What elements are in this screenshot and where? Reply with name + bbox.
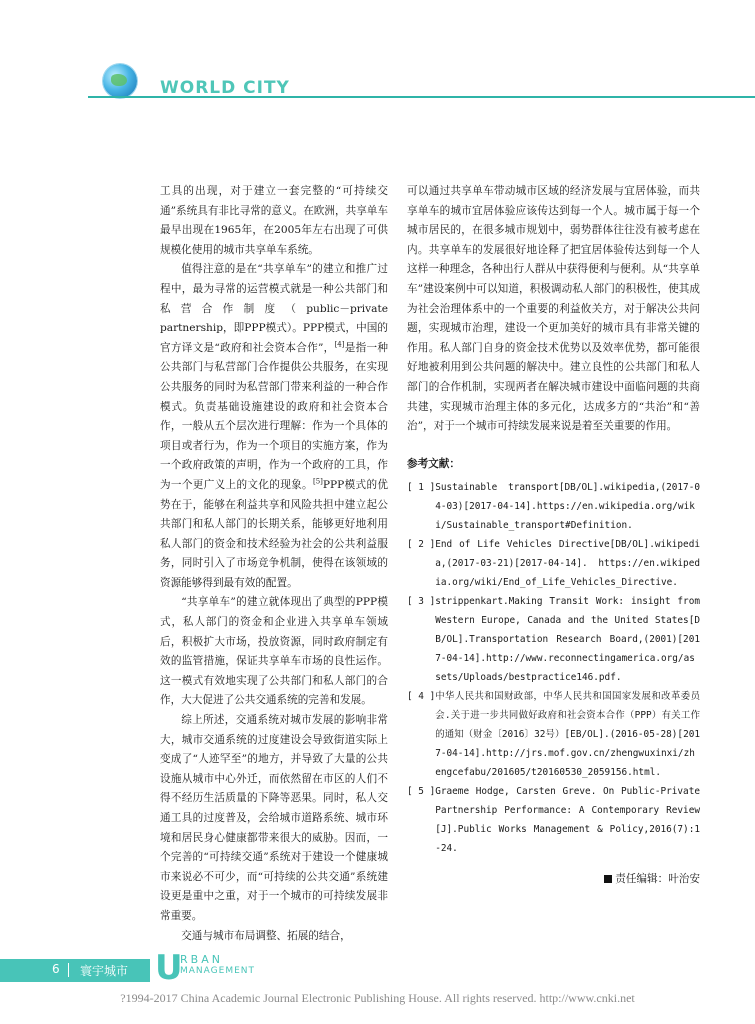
reference-text: 中华人民共和国财政部，中华人民共和国国家发展和改革委员会.关于进一步共同做好政府和社会资本合作（PPP）有关工作的通知（财金〔2016〕32号）[EB/OL].(2016-05-28)[2017-04-14].http://jrs.mof.gov.cn/zhengwuxinxi/zhengcefabu/201605/t20160530_2059156.html. [435, 691, 700, 779]
copyright-notice: ?1994-2017 China Academic Journal Electronic Publishing House. All rights reserved. http://www.cnki.net [120, 991, 635, 1005]
reference-text: Graeme Hodge, Carsten Greve. On Public-Private Partnership Performance: A Contemporary Review[J].Public Works Management & Policy,2016(7):1-24. [435, 786, 700, 855]
reference-list [407, 478, 700, 858]
magazine-name: 寰宇城市 [80, 964, 129, 978]
reference-text: strippenkart.Making Transit Work: insight from Western Europe, Canada and the United States[DB/OL].Transportation Research Board,(2001)[2017-04-14].http://www.reconnectingamerica.org/assets/Uploads/bestpractice146.pdf. [435, 596, 700, 684]
urban-management-logo-letter: U [155, 948, 183, 988]
reference-item [407, 535, 700, 592]
citation-marker: [4] [334, 340, 345, 349]
reference-number: [ 2 ] [407, 539, 436, 551]
urban-management-logo-line2: MANAGEMENT [180, 966, 255, 976]
footer-divider [68, 963, 69, 977]
urban-management-logo-line1: RBAN [180, 953, 223, 966]
paragraph: 可以通过共享单车带动城市区域的经济发展与宜居体验，而共享单车的城市宜居体验应该传达到每一个人。城市属于每一个城市居民的，在很多城市规划中，弱势群体往往没有被考虑在内。共享单车的发展很好地诠释了把宜居体验传达到每一个人这样一种理念，各种出行人群从中获得便利与便利。从“共享单车”建设案例中可以知道，积极调动私人部门的积极性，使其成为社会治理体系中的一个重要的利益攸关方，对于解决公共问题，实现城市治理，建设一个更加美好的城市具有非常关键的作用。私人部门自身的资金技术优势以及效率优势，都可能很好地被利用到公共问题的解决中。建立良性的公共部门和私人部门的合作机制，实现两者在解决城市建设中面临问题的共商共建，实现城市治理主体的多元化，达成多方的“共治”和“善治”，对于一个城市可持续发展来说是着至关重要的作用。 [407, 185, 700, 433]
paragraph: 综上所述，交通系统对城市发展的影响非常大，城市交通系统的过度建设会导致街道实际上变成了“人迹罕至”的地方，并导致了大量的公共设施从城市中心外迁，而依然留在市区的人们不得不经历生活质量的下降等恶果。同时，私人交通工具的过度普及，会给城市道路系统、城市环境和居民身心健康都带来很大的威胁。因而，一个完善的“可持续交通”系统对于建设一个健康城市来说必不可少，而“可持续的公共交通”系统建设更是重中之重，对于一个城市的可持续发展非常重要。 [160, 714, 388, 922]
reference-number: [ 4 ] [407, 691, 436, 703]
reference-number: [ 1 ] [407, 482, 436, 494]
editor-credit: 责任编辑：叶治安 [407, 870, 700, 890]
reference-item [407, 592, 700, 687]
right-column [407, 182, 700, 890]
reference-item [407, 782, 700, 858]
paragraph: “共享单车”的建立就体现出了典型的PPP模式，私人部门的资金和企业进入共享单车领域后，积极扩大市场，投放资源，同时政府制定有效的监管措施，保证共享单车市场的良性运作。这一模式有效地实现了公共部门和私人部门的合作，大大促进了公共交通系统的完善和发展。 [160, 596, 388, 707]
globe-logo-icon [103, 64, 137, 98]
reference-number: [ 3 ] [407, 596, 436, 608]
citation-marker: [5] [312, 477, 323, 486]
reference-text: Sustainable transport[DB/OL].wikipedia,(2017-04-03)[2017-04-14].https://en.wikipedia.org/wiki/Sustainable_transport#Definition. [435, 482, 700, 532]
section-title: WORLD CITY [160, 78, 290, 98]
reference-item [407, 687, 700, 782]
paragraph: 交通与城市布局调整、拓展的结合， [181, 929, 351, 942]
page-number: 6 [52, 962, 60, 976]
square-bullet-icon [604, 875, 612, 883]
paragraph: 工具的出现，对于建立一套完整的“可持续交通”系统具有非比寻常的意义。在欧洲，共享单车最早出现在1965年，在2005年左右出现了可供规模化使用的城市共享单车系统。 [160, 185, 388, 256]
paragraph: 值得注意的是在“共享单车”的建立和推广过程中，最为寻常的运营模式就是一种公共部门和私营合作制度（public－private partnership，即PPP模式）。PPP模式，中国的官方译文是“政府和社会资本合作”，[4]是指一种公共部门与私营部门合作提供公共服务，在实现公共服务的同时为私营部门带来利益的一种合作模式。负责基础设施建设的政府和社会资本合作，一般从五个层次进行理解：作为一个具体的项目或者行为，作为一个项目的实施方案，作为一个政府政策的声明，作为一个政府的工具，作为一个更广义上的文化的现象。[5]PPP模式的优势在于，能够在利益共享和风险共担中建立起公共部门和私人部门的长期关系，能够更好地利用私人部门的资金和技术经验为社会的公共利益服务，同时引入了市场竞争机制，使得在该领域的资源能够得到最有效的配置。 [160, 263, 388, 589]
references-title: 参考文献： [407, 457, 460, 470]
reference-number: [ 5 ] [407, 786, 436, 798]
left-column [160, 182, 388, 946]
reference-text: End of Life Vehicles Directive[DB/OL].wikipedia,(2017-03-21)[2017-04-14]. https://en.wikipedia.org/wiki/End_of_Life_Vehicles_Directive. [435, 539, 700, 589]
reference-item [407, 478, 700, 535]
